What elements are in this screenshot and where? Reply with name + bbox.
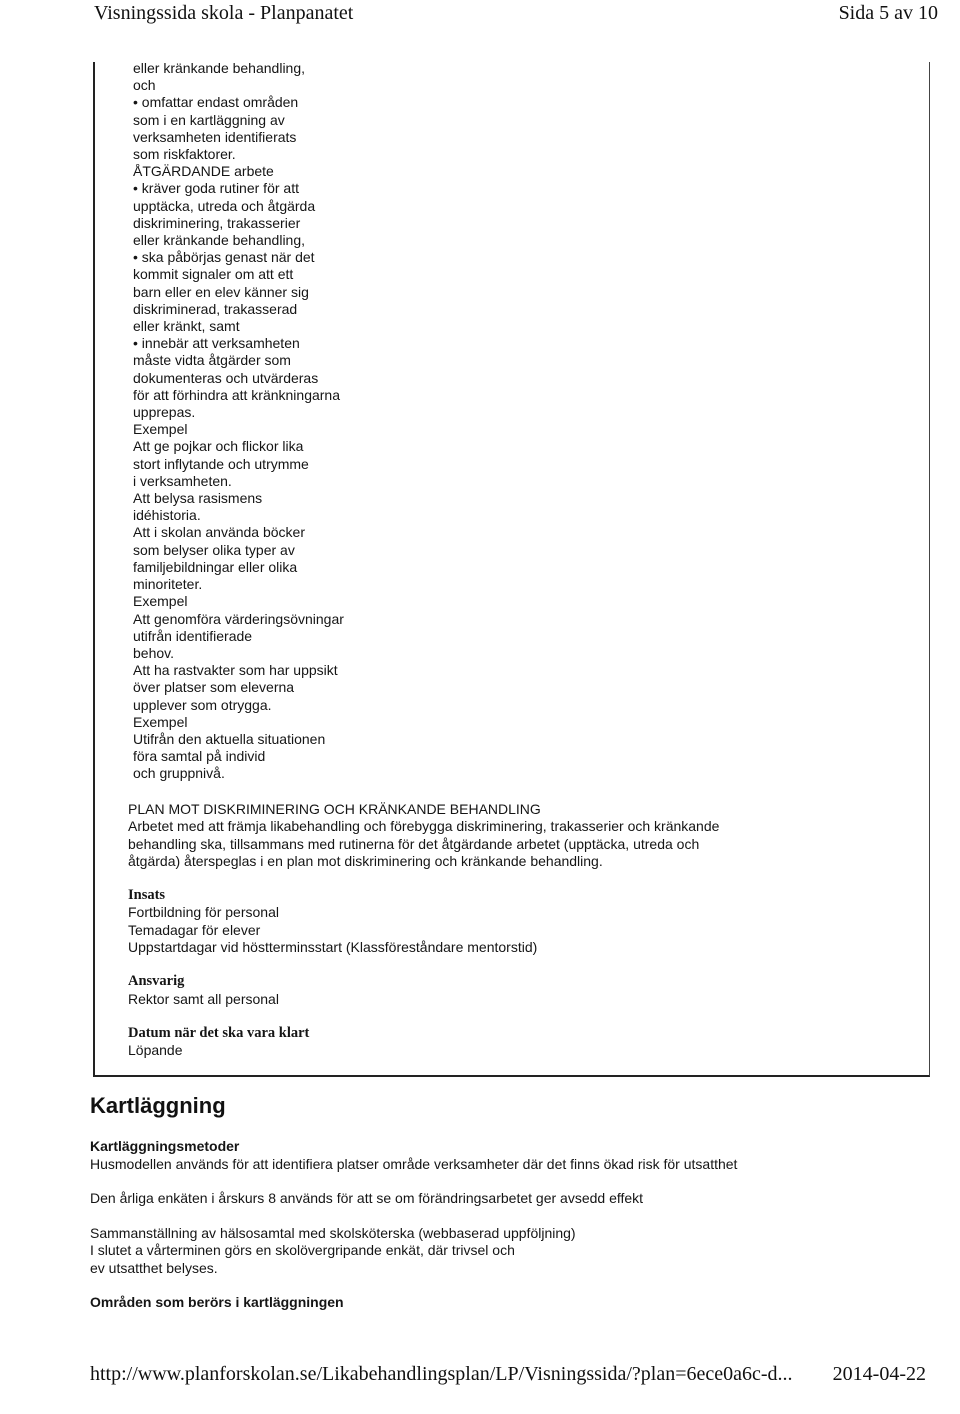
plan-heading: PLAN MOT DISKRIMINERING OCH KRÄNKANDE BEHANDLING	[128, 801, 541, 817]
print-date: 2014-04-22	[832, 1363, 926, 1385]
column-line: • kräver goda rutiner för att	[133, 180, 299, 197]
column-line: idéhistoria.	[133, 507, 201, 524]
datum-value: Löpande	[128, 1042, 183, 1059]
column-line: Utifrån den aktuella situationen	[133, 730, 326, 747]
insats-item: Uppstartdagar vid höstterminsstart (Klassföreståndare mentorstid)	[128, 939, 538, 956]
page-number: Sida 5 av 10	[838, 2, 938, 24]
summary-line: ev utsatthet belyses.	[90, 1259, 218, 1276]
kartlaggning-section	[90, 1138, 950, 1312]
column-line: över platser som eleverna	[133, 679, 295, 696]
column-line: stort inflytande och utrymme	[133, 455, 309, 472]
column-line: som i en kartläggning av	[133, 111, 285, 128]
column-line: och gruppnivå.	[133, 765, 225, 782]
column-line: behov.	[133, 644, 174, 661]
insats-label: Insats	[128, 887, 166, 904]
areas-label: Områden som berörs i kartläggningen	[90, 1294, 344, 1310]
page-url: http://www.planforskolan.se/Likabehandlingsplan/LP/Visningssida/?plan=6ece0a6c-d...	[90, 1363, 793, 1385]
plan-text-line: behandling ska, tillsammans med rutinerna för det åtgärdande arbetet (upptäcka, utreda och	[128, 835, 700, 852]
method-label: Kartläggningsmetoder	[90, 1138, 240, 1154]
column-line: Att i skolan använda böcker	[133, 524, 305, 541]
column-line: föra samtal på individ	[133, 748, 266, 765]
plan-text-line: Arbetet med att främja likabehandling och förebygga diskriminering, trakasserier och kränkande	[128, 818, 720, 835]
column-line: Att belysa rasismens	[133, 490, 263, 507]
column-line: som riskfaktorer.	[133, 146, 236, 163]
column-line: utifrån identifierade	[133, 627, 253, 644]
column-line: verksamheten identifierats	[133, 128, 297, 145]
column-line: • omfattar endast områden	[133, 94, 299, 111]
insats-item: Fortbildning för personal	[128, 904, 279, 921]
column-line: Att genomföra värderingsövningar	[133, 610, 344, 627]
measures-column	[133, 60, 433, 783]
insats-item: Temadagar för elever	[128, 921, 261, 938]
plan-section	[128, 801, 918, 1060]
column-line: och	[133, 77, 156, 94]
plan-text-line: åtgärda) återspeglas i en plan mot diskriminering och kränkande behandling.	[128, 852, 603, 869]
column-line: som belyser olika typer av	[133, 541, 295, 558]
column-line: barn eller en elev känner sig	[133, 283, 309, 300]
column-line: Exempel	[133, 713, 188, 730]
column-line: • ska påbörjas genast när det	[133, 249, 315, 266]
column-line: ÅTGÄRDANDE arbete	[133, 163, 274, 180]
column-line: upprepas.	[133, 404, 196, 421]
datum-label: Datum när det ska vara klart	[128, 1024, 310, 1041]
column-line: diskriminering, trakasserier	[133, 214, 301, 231]
column-line: upplever som otrygga.	[133, 696, 272, 713]
column-line: • innebär att verksamheten	[133, 335, 300, 352]
ansvarig-label: Ansvarig	[128, 973, 185, 990]
column-line: eller kränkt, samt	[133, 318, 240, 335]
column-line: diskriminerad, trakasserad	[133, 300, 298, 317]
column-line: i verksamheten.	[133, 472, 232, 489]
summary-line: I slutet a vårterminen görs en skolövergripande enkät, där trivsel och	[90, 1242, 515, 1258]
document-title: Visningssida skola - Planpanatet	[94, 2, 354, 24]
column-line: Exempel	[133, 421, 188, 438]
column-line: Exempel	[133, 593, 188, 610]
method-line: Husmodellen används för att identifiera platser område verksamheter där det finns ökad risk för utsatthet	[90, 1155, 738, 1172]
column-line: eller kränkande behandling,	[133, 60, 306, 76]
ansvarig-value: Rektor samt all personal	[128, 990, 279, 1007]
column-line: dokumenteras och utvärderas	[133, 369, 319, 386]
column-line: eller kränkande behandling,	[133, 232, 306, 249]
column-line: upptäcka, utreda och åtgärda	[133, 197, 316, 214]
column-line: minoriteter.	[133, 576, 203, 593]
section-title: Kartläggning	[90, 1093, 226, 1118]
summary-line: Sammanställning av hälsosamtal med skolsköterska (webbaserad uppföljning)	[90, 1224, 576, 1241]
column-line: Att ha rastvakter som har uppsikt	[133, 662, 338, 679]
column-line: familjebildningar eller olika	[133, 558, 298, 575]
column-line: Att ge pojkar och flickor lika	[133, 438, 304, 455]
column-line: måste vidta åtgärder som	[133, 352, 291, 369]
column-line: för att förhindra att kränkningarna	[133, 386, 341, 403]
survey-line: Den årliga enkäten i årskurs 8 används för att se om förändringsarbetet ger avsedd effekt	[90, 1190, 644, 1206]
column-line: kommit signaler om att ett	[133, 266, 294, 283]
